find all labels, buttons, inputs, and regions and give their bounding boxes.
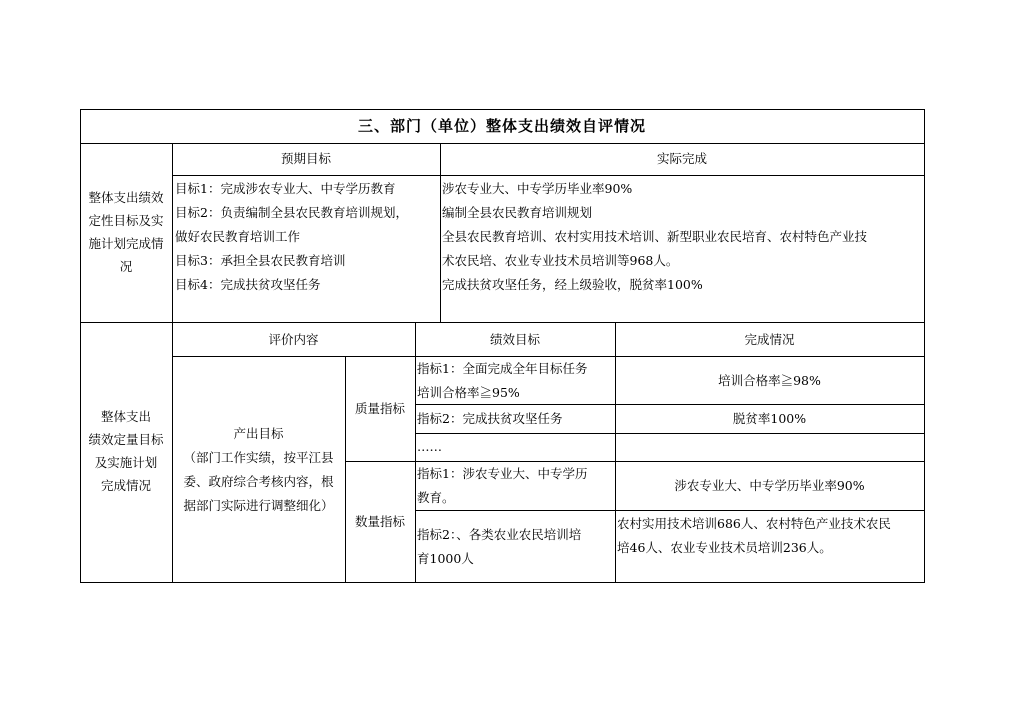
indicator-status: 涉农专业大、中专学历毕业率90%	[674, 478, 865, 493]
quantitative-row-label: 整体支出 绩效定量目标 及实施计划 完成情况	[88, 409, 164, 493]
grid-line	[924, 109, 925, 583]
output-target-label: 产出目标 （部门工作实绩，按平江县 委、政府综合考核内容，根 据部门实际进行调整细化）	[183, 426, 334, 513]
grid-line	[80, 109, 924, 110]
header-performance-target: 绩效目标	[489, 332, 540, 347]
indicator-target: 指标1：全面完成全年目标任务 培训合格率≧95%	[417, 361, 588, 400]
indicator-target: 指标2：完成扶贫攻坚任务	[417, 411, 563, 426]
grid-line	[615, 322, 616, 583]
grid-line	[80, 322, 924, 323]
header-completion-status: 完成情况	[744, 332, 795, 347]
grid-line	[415, 322, 416, 583]
header-actual-completion: 实际完成	[656, 151, 707, 166]
expected-targets-text: 目标1：完成涉农专业大、中专学历教育 目标2：负责编制全县农民教育培训规划， 做好农民教育培训工作 目标3：承担全县农民教育培训 目标4：完成扶贫攻坚任务	[175, 181, 408, 292]
indicator-target: ……	[417, 439, 442, 454]
header-evaluation-content: 评价内容	[268, 332, 319, 347]
indicator-target: 指标2：、各类农业农民培训培 育1000人	[417, 527, 582, 566]
page-title: 三、部门（单位）整体支出绩效自评情况	[357, 117, 646, 135]
header-expected-target: 预期目标	[280, 151, 331, 166]
quantity-indicator-label: 数量指标	[354, 514, 405, 529]
indicator-status: 农村实用技术培训686人、农村特色产业技术农民 培46人、农业专业技术员培训236人。	[617, 516, 891, 555]
indicator-status: 培训合格率≧98%	[718, 373, 821, 388]
grid-line	[80, 143, 924, 144]
quality-indicator-label: 质量指标	[354, 401, 405, 416]
grid-line	[80, 582, 924, 583]
grid-line	[172, 175, 924, 176]
qualitative-row-label: 整体支出绩效 定性目标及实 施计划完成情 况	[88, 190, 164, 274]
grid-line	[80, 109, 81, 583]
grid-line	[345, 356, 346, 583]
indicator-target: 指标1：涉农专业大、中专学历 教育。	[417, 466, 588, 505]
actual-completion-text: 涉农专业大、中专学历毕业率90% 编制全县农民教育培训规划 全县农民教育培训、农村实用技术培训、新型职业农民培育、农村特色产业技 术农民培、农业专业技术员培训等968人。 完成扶贫攻坚任务，经上级验收，脱贫率100%	[442, 181, 868, 292]
grid-line	[415, 433, 924, 434]
indicator-status: 脱贫率100%	[732, 411, 807, 426]
grid-line	[415, 510, 924, 511]
